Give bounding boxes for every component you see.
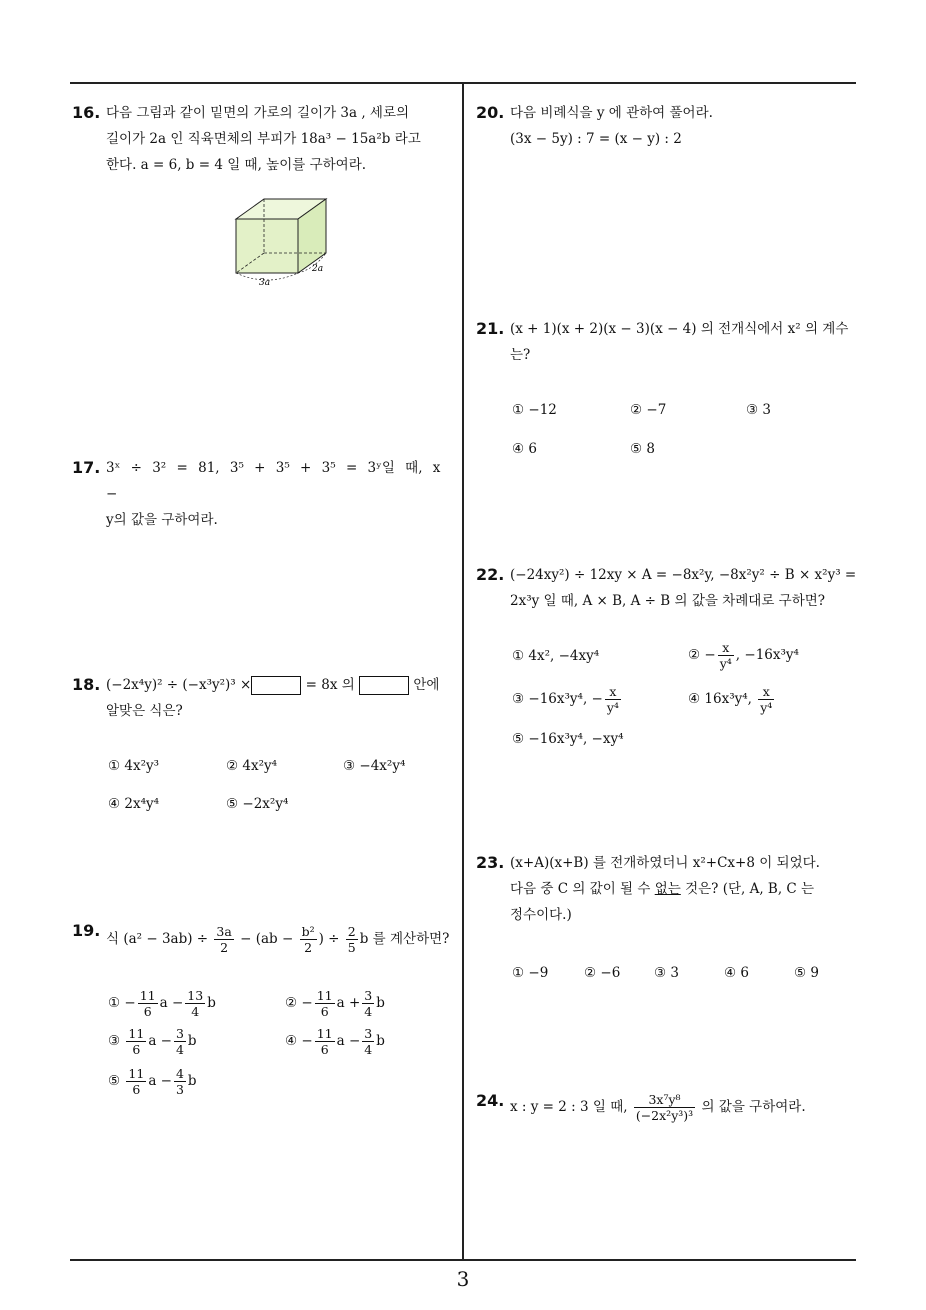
denominator: 4: [175, 1042, 184, 1057]
question-number: 19.: [72, 921, 101, 940]
sign: −: [124, 995, 136, 1011]
denominator: 2: [304, 940, 313, 955]
page-number: 3: [456, 1267, 470, 1291]
question-number: 22.: [476, 565, 505, 584]
operator: a −: [148, 1073, 172, 1089]
denominator: 6: [320, 1004, 329, 1019]
variable: b: [207, 995, 216, 1011]
denominator: y⁴: [760, 700, 773, 715]
expr-part: b 를 계산하면?: [359, 931, 450, 947]
question-line: 길이가 2a 인 직육면체의 부피가 18a³ − 15a²b 라고: [106, 131, 421, 147]
choice-5[interactable]: ⑤ 8: [630, 441, 655, 457]
question-21: [476, 316, 854, 368]
blank-box: [359, 676, 409, 695]
operator: a −: [148, 1033, 172, 1049]
cuboid-figure: [228, 195, 338, 287]
question-number: 24.: [476, 1091, 505, 1110]
emphasis-underline: 없는: [654, 881, 681, 897]
choice-1[interactable]: ① 4x², −4xy⁴: [512, 648, 600, 664]
fraction: [605, 684, 621, 715]
fraction: [174, 1066, 186, 1097]
choice-3[interactable]: ③ −4x²y⁴: [343, 758, 406, 774]
denominator: (−2x²y³)³: [635, 1108, 694, 1123]
question-line: (x+A)(x+B) 를 전개하였더니 x²+Cx+8 이 되었다.: [510, 855, 820, 871]
question-number: 20.: [476, 103, 505, 122]
variable: b: [376, 1033, 385, 1049]
expr-part: − (ab −: [240, 931, 294, 947]
numerator: 11: [128, 1026, 145, 1041]
expr-part: 식 (a² − 3ab) ÷: [106, 931, 209, 947]
expr-part: 의 값을 구하여라.: [701, 1099, 806, 1115]
choice-4[interactable]: ④ 6: [512, 441, 537, 457]
fraction: [174, 1026, 186, 1057]
denominator: y⁴: [606, 700, 619, 715]
fraction: [138, 988, 158, 1019]
variable: b: [187, 1033, 197, 1049]
question-line: 한다. a = 6, b = 4 일 때, 높이를 구하여라.: [106, 157, 367, 173]
numerator: 3: [364, 988, 373, 1003]
fraction: [126, 1026, 146, 1057]
choice-mark: ④: [688, 691, 701, 707]
question-line: 2x³y 일 때, A × B, A ÷ B 의 값을 차례대로 구하면?: [510, 593, 826, 609]
numerator: 11: [316, 1026, 333, 1041]
denominator: y⁴: [719, 656, 732, 671]
choice-mark: ③: [108, 1033, 121, 1049]
question-number: 17.: [72, 458, 101, 477]
question-19: [72, 918, 450, 955]
expr-mid: = 8x 의: [305, 677, 355, 693]
blank-box: [251, 676, 301, 695]
choice-2[interactable]: [285, 988, 385, 1019]
question-line: (x + 1)(x + 2)(x − 3)(x − 4) 의 전개식에서 x² 의 계수: [510, 321, 849, 337]
question-number: 21.: [476, 319, 505, 338]
variable: b: [187, 1073, 197, 1089]
choice-mark: ③: [512, 691, 525, 707]
expr-post: 안에: [413, 677, 440, 693]
question-number: 23.: [476, 853, 505, 872]
choice-mark: ①: [108, 995, 121, 1011]
choice-1[interactable]: ① −9: [512, 965, 549, 981]
numerator: x: [605, 684, 621, 700]
choice-mark: ④: [285, 1033, 298, 1049]
choice-1[interactable]: [108, 988, 216, 1019]
question-20: [476, 100, 854, 152]
expr-part: x : y = 2 : 3 일 때,: [510, 1099, 628, 1115]
question-line: 는?: [510, 347, 531, 363]
operator: a −: [159, 995, 184, 1011]
choice-3[interactable]: ③ 3: [746, 402, 771, 418]
question-number: 18.: [72, 675, 101, 694]
numerator: 3x⁷y⁸: [634, 1092, 695, 1108]
sign: −: [301, 1033, 313, 1049]
sign: −: [704, 647, 716, 663]
denominator: 2: [220, 940, 229, 955]
fraction: [634, 1092, 695, 1123]
choice-2[interactable]: ② 4x²y⁴: [226, 758, 278, 774]
question-line: 다음 비례식을 y 에 관하여 풀어라.: [510, 105, 713, 121]
numerator: x: [758, 684, 774, 700]
choice-mark: ②: [285, 995, 298, 1011]
expr-part: ) ÷: [318, 931, 340, 947]
fraction: [362, 988, 374, 1019]
denominator: 5: [347, 940, 356, 955]
label-2a: 2a: [312, 264, 324, 274]
expr-part: 것은? (단, A, B, C 는: [685, 881, 815, 897]
fraction: [362, 1026, 374, 1057]
choice-3[interactable]: [512, 684, 623, 715]
expr-part: −16x³y⁴, −: [528, 691, 603, 707]
question-17: [72, 455, 450, 533]
denominator: 6: [132, 1042, 141, 1057]
question-line: (3x − 5y) : 7 = (x − y) : 2: [510, 131, 682, 147]
choice-mark: ②: [688, 647, 701, 663]
choice-5[interactable]: ⑤ −16x³y⁴, −xy⁴: [512, 731, 624, 747]
choice-5[interactable]: ⑤ −2x²y⁴: [226, 796, 289, 812]
numerator: x: [718, 640, 734, 656]
numerator: 11: [139, 988, 156, 1003]
choice-4[interactable]: ④ 2x⁴y⁴: [108, 796, 160, 812]
operator: a +: [336, 995, 361, 1011]
denominator: 6: [143, 1004, 152, 1019]
question-24: [476, 1088, 854, 1123]
fraction: [346, 924, 358, 955]
fraction: [126, 1066, 146, 1097]
question-line: [106, 672, 450, 698]
choice-3[interactable]: [108, 1026, 197, 1057]
fraction: [758, 684, 774, 715]
choice-5[interactable]: ⑤ 9: [794, 965, 819, 981]
numerator: 11: [128, 1066, 145, 1081]
expr-part: 다음 중 C 의 값이 될 수: [510, 881, 651, 897]
question-line: [510, 1088, 854, 1123]
question-line: 정수이다.): [510, 907, 572, 923]
expr-pre: (−2x⁴y)² ÷ (−x³y²)³ ×: [106, 677, 252, 693]
question-18: [72, 672, 450, 724]
question-line: [106, 918, 450, 955]
choice-2[interactable]: ② −6: [584, 965, 621, 981]
denominator: 4: [364, 1004, 373, 1019]
operator: a −: [336, 1033, 361, 1049]
choice-2[interactable]: [688, 640, 799, 671]
choice-5[interactable]: [108, 1066, 197, 1097]
question-line: (−24xy²) ÷ 12xy × A = −8x²y, −8x²y² ÷ B × x²y³ =: [510, 567, 857, 583]
choice-3[interactable]: ③ 3: [654, 965, 679, 981]
fraction: [718, 640, 734, 671]
denominator: 6: [320, 1042, 329, 1057]
question-line: y의 값을 구하여라.: [106, 512, 218, 528]
expr-part: , −16x³y⁴: [735, 647, 799, 663]
column-divider: [462, 82, 464, 1260]
sign: −: [301, 995, 313, 1011]
denominator: 4: [191, 1004, 200, 1019]
numerator: 3a: [216, 924, 232, 939]
choice-2[interactable]: ② −7: [630, 402, 667, 418]
choice-mark: ⑤: [108, 1073, 121, 1089]
denominator: 6: [132, 1082, 141, 1097]
question-line: 알맞은 식은?: [106, 703, 183, 719]
choice-1[interactable]: ① −12: [512, 402, 557, 418]
variable: b: [376, 995, 385, 1011]
question-line: [510, 876, 854, 902]
question-line: 3ˣ ÷ 3² = 81, 3⁵ + 3⁵ + 3⁵ = 3ʸ일 때, x −: [106, 460, 441, 502]
question-22: [476, 562, 857, 614]
choice-4[interactable]: [688, 684, 776, 715]
choice-4[interactable]: ④ 6: [724, 965, 749, 981]
bottom-rule: [70, 1259, 856, 1261]
fraction: [185, 988, 205, 1019]
fraction: [300, 924, 317, 955]
numerator: 2: [347, 924, 356, 939]
question-23: [476, 850, 854, 928]
question-line: 다음 그림과 같이 밑면의 가로의 길이가 3a , 세로의: [106, 105, 410, 121]
numerator: b²: [301, 924, 315, 939]
expr-part: 16x³y⁴,: [704, 691, 752, 707]
numerator: 3: [175, 1026, 184, 1041]
denominator: 3: [175, 1082, 184, 1097]
label-3a: 3a: [259, 278, 271, 287]
numerator: 3: [364, 1026, 373, 1041]
fraction: [315, 1026, 335, 1057]
question-16: [72, 100, 450, 178]
fraction: [315, 988, 335, 1019]
numerator: 4: [175, 1066, 184, 1081]
fraction: [214, 924, 233, 955]
choice-1[interactable]: ① 4x²y³: [108, 758, 160, 774]
numerator: 11: [316, 988, 333, 1003]
numerator: 13: [187, 988, 204, 1003]
denominator: 4: [364, 1042, 373, 1057]
choice-4[interactable]: [285, 1026, 385, 1057]
question-number: 16.: [72, 103, 101, 122]
